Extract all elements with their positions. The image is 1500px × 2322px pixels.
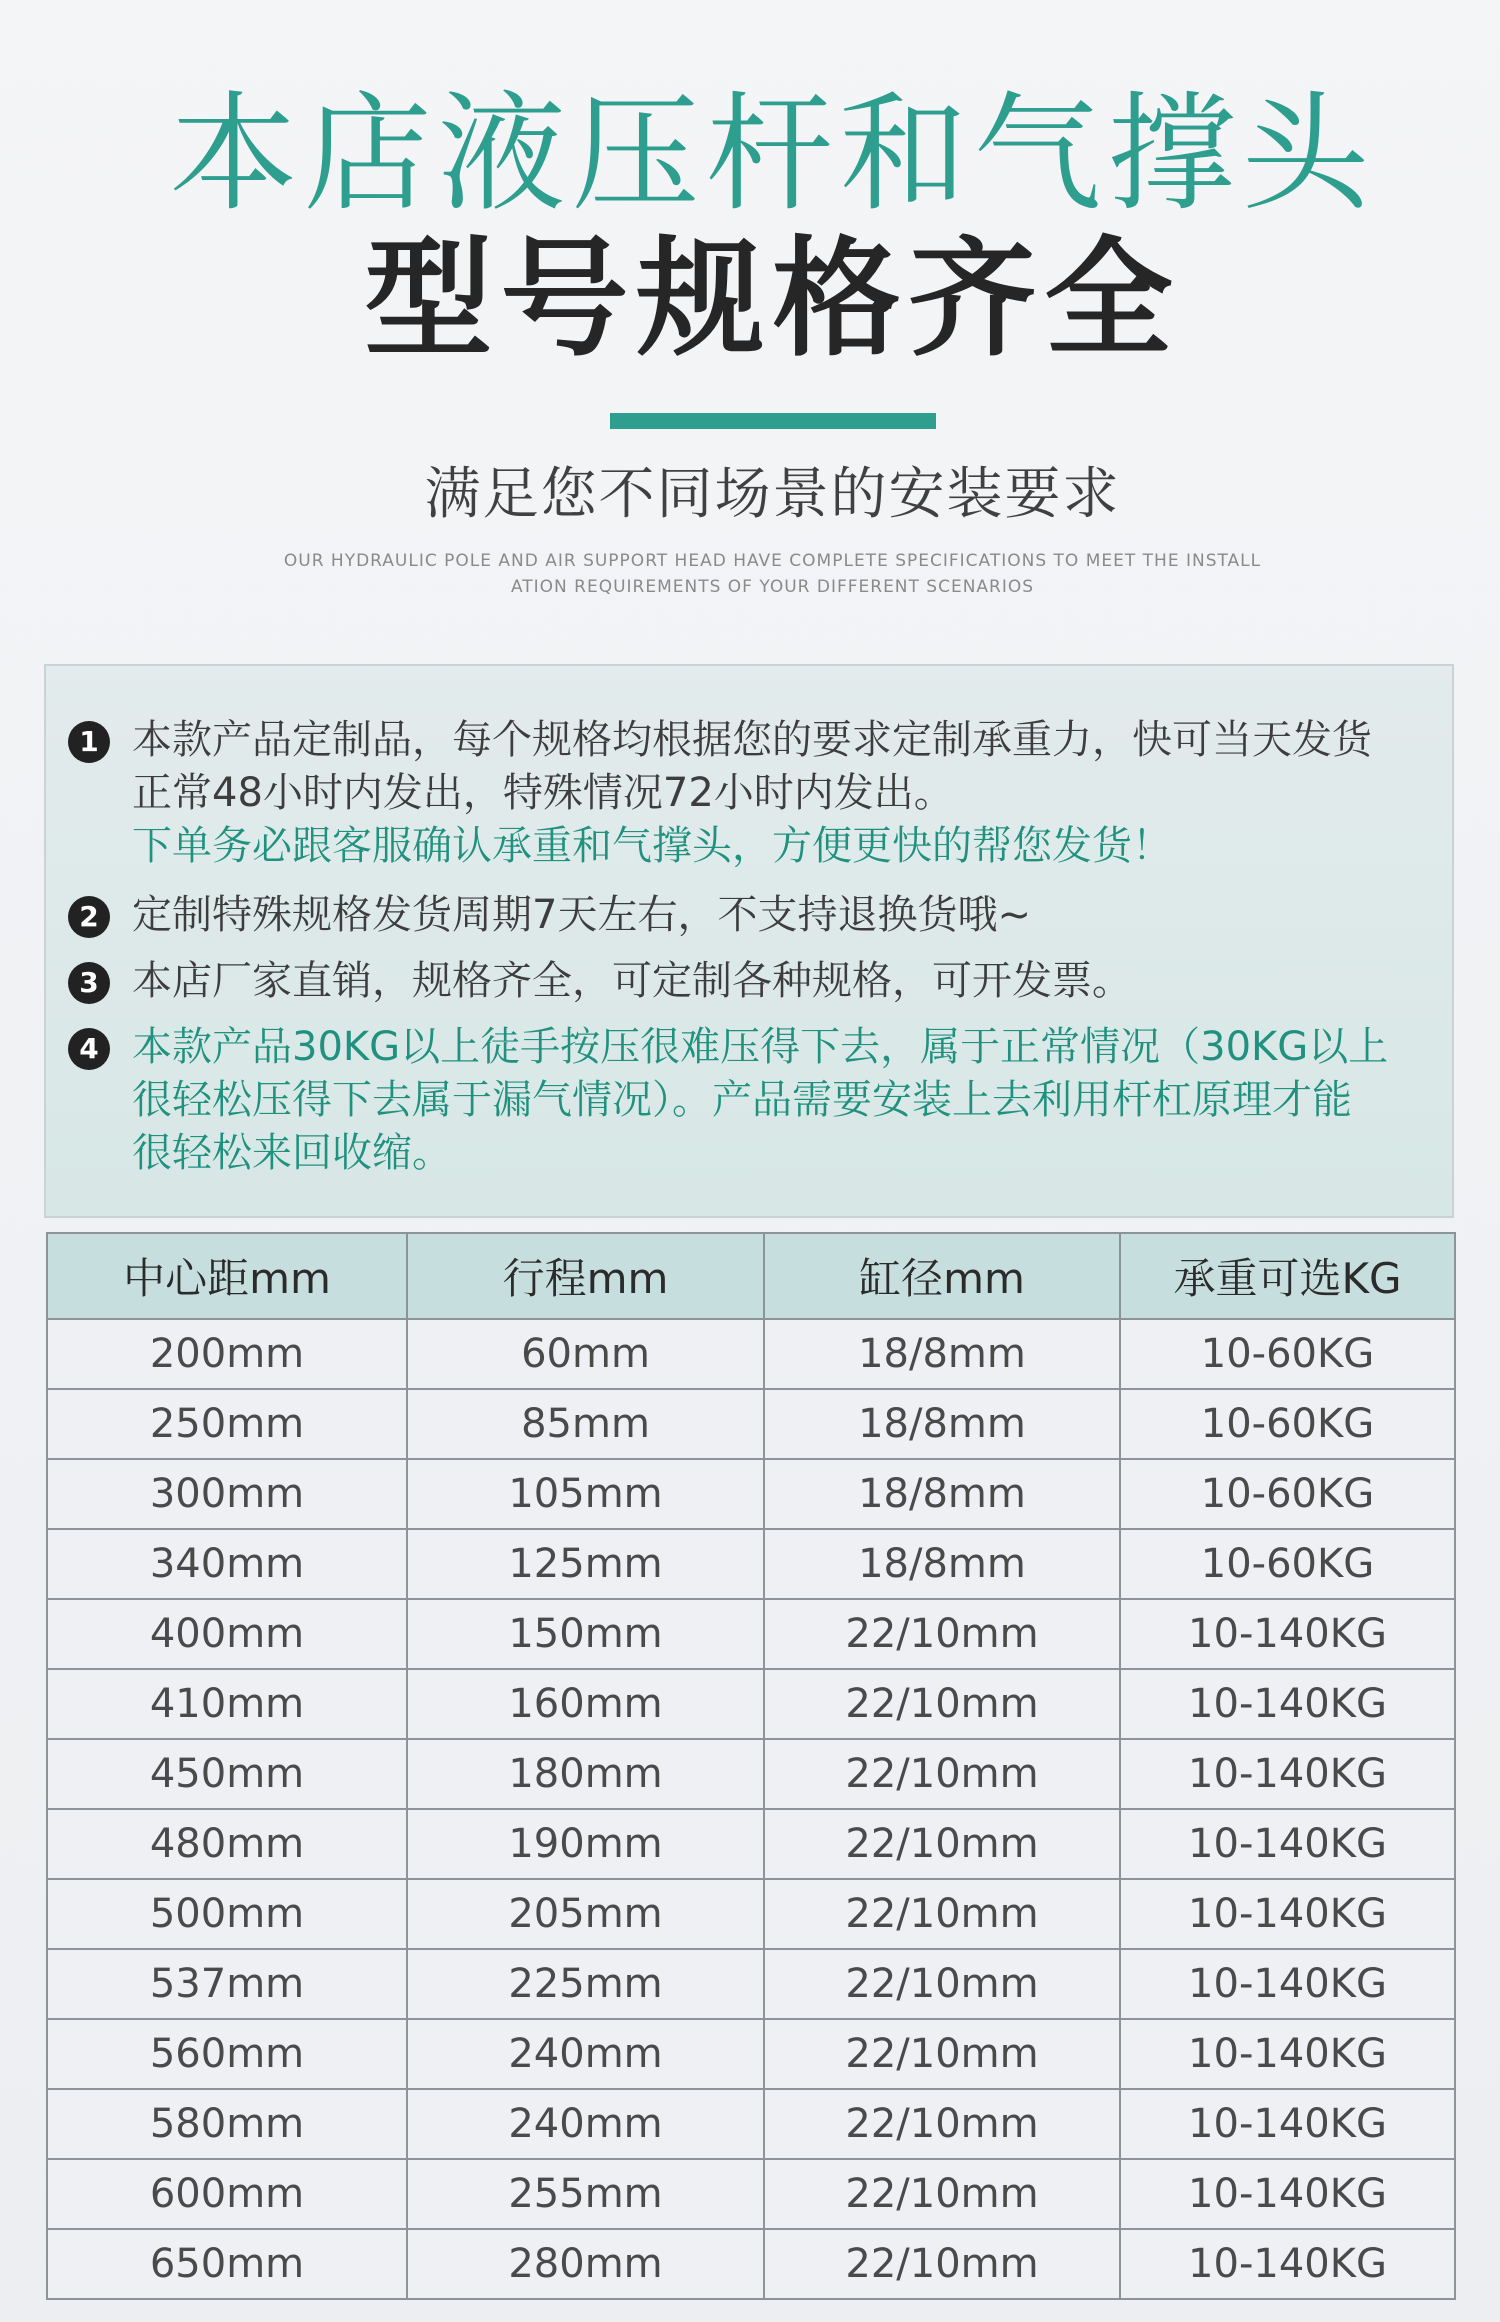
cell-center-distance: 340mm: [47, 1529, 407, 1599]
column-header-bore: 缸径mm: [764, 1233, 1120, 1319]
cell-bore: 18/8mm: [764, 1319, 1120, 1389]
cell-load: 10-140KG: [1120, 1879, 1455, 1949]
cell-bore: 18/8mm: [764, 1529, 1120, 1599]
cell-load: 10-140KG: [1120, 2159, 1455, 2229]
notice-line-highlight: 很轻松压得下去属于漏气情况）。产品需要安装上去利用杆杠原理才能: [132, 1077, 1352, 1123]
cell-load: 10-140KG: [1120, 1599, 1455, 1669]
cell-load: 10-60KG: [1120, 1389, 1455, 1459]
notice-line-highlight: 本款产品30KG以上徒手按压很难压得下去，属于正常情况（30KG以上: [132, 1024, 1389, 1070]
notice-line: 本款产品定制品，每个规格均根据您的要求定制承重力，快可当天发货: [132, 717, 1372, 763]
cell-bore: 22/10mm: [764, 2229, 1120, 2299]
cell-bore: 22/10mm: [764, 1949, 1120, 2019]
cell-center-distance: 250mm: [47, 1389, 407, 1459]
cell-stroke: 190mm: [407, 1809, 764, 1879]
cell-load: 10-140KG: [1120, 2019, 1455, 2089]
table-row: [47, 1389, 1455, 1459]
cell-bore: 22/10mm: [764, 1599, 1120, 1669]
table-row: [47, 2159, 1455, 2229]
cell-stroke: 105mm: [407, 1459, 764, 1529]
cell-bore: 22/10mm: [764, 2089, 1120, 2159]
cell-bore: 22/10mm: [764, 1739, 1120, 1809]
cell-bore: 22/10mm: [764, 2159, 1120, 2229]
cell-center-distance: 200mm: [47, 1319, 407, 1389]
cell-stroke: 85mm: [407, 1389, 764, 1459]
cell-stroke: 205mm: [407, 1879, 764, 1949]
english-line-2: ATION REQUIREMENTS OF YOUR DIFFERENT SCENARIOS: [510, 577, 1035, 597]
cell-center-distance: 480mm: [47, 1809, 407, 1879]
cell-load: 10-140KG: [1120, 1739, 1455, 1809]
cell-load: 10-140KG: [1120, 1809, 1455, 1879]
number-1-icon: 1: [68, 721, 110, 763]
cell-bore: 22/10mm: [764, 1669, 1120, 1739]
cell-bore: 18/8mm: [764, 1389, 1120, 1459]
notice-line: 正常48小时内发出，特殊情况72小时内发出。: [132, 770, 954, 816]
table-row: [47, 2089, 1455, 2159]
table-row: [47, 1739, 1455, 1809]
cell-bore: 18/8mm: [764, 1459, 1120, 1529]
cell-stroke: 240mm: [407, 2089, 764, 2159]
notice-line-highlight: 很轻松来回收缩。: [132, 1130, 452, 1176]
table-row: [47, 1809, 1455, 1879]
cell-load: 10-140KG: [1120, 2229, 1455, 2299]
table-row: [47, 1949, 1455, 2019]
cell-bore: 22/10mm: [764, 2019, 1120, 2089]
cell-center-distance: 410mm: [47, 1669, 407, 1739]
cell-stroke: 60mm: [407, 1319, 764, 1389]
table-row: [47, 1879, 1455, 1949]
english-description: [250, 548, 1295, 600]
cell-stroke: 225mm: [407, 1949, 764, 2019]
notice-line: 本店厂家直销，规格齐全，可定制各种规格，可开发票。: [132, 958, 1132, 1004]
page-title-bold: 型号规格齐全: [364, 225, 1181, 374]
column-header-stroke: 行程mm: [407, 1233, 764, 1319]
title-divider: [610, 413, 936, 429]
cell-center-distance: 450mm: [47, 1739, 407, 1809]
cell-stroke: 255mm: [407, 2159, 764, 2229]
notice-line-highlight: 下单务必跟客服确认承重和气撑头，方便更快的帮您发货！: [132, 823, 1172, 869]
spec-table: [46, 1232, 1456, 2300]
cell-load: 10-60KG: [1120, 1319, 1455, 1389]
column-header-center-distance: 中心距mm: [47, 1233, 407, 1319]
cell-bore: 22/10mm: [764, 1809, 1120, 1879]
cell-load: 10-140KG: [1120, 1669, 1455, 1739]
table-header-row: [47, 1233, 1455, 1319]
cell-center-distance: 650mm: [47, 2229, 407, 2299]
cell-stroke: 280mm: [407, 2229, 764, 2299]
number-2-icon: 2: [68, 896, 110, 938]
cell-stroke: 160mm: [407, 1669, 764, 1739]
cell-center-distance: 400mm: [47, 1599, 407, 1669]
cell-load: 10-60KG: [1120, 1529, 1455, 1599]
table-row: [47, 1599, 1455, 1669]
table-body: [47, 1319, 1455, 2299]
english-line-1: OUR HYDRAULIC POLE AND AIR SUPPORT HEAD HAVE COMPLETE SPECIFICATIONS TO MEET THE INSTALL: [283, 551, 1262, 571]
cell-stroke: 150mm: [407, 1599, 764, 1669]
cell-load: 10-140KG: [1120, 2089, 1455, 2159]
cell-stroke: 125mm: [407, 1529, 764, 1599]
cell-center-distance: 600mm: [47, 2159, 407, 2229]
page-subtitle: 满足您不同场景的安装要求: [424, 462, 1121, 527]
cell-center-distance: 300mm: [47, 1459, 407, 1529]
table-row: [47, 2019, 1455, 2089]
cell-stroke: 180mm: [407, 1739, 764, 1809]
cell-center-distance: 560mm: [47, 2019, 407, 2089]
cell-load: 10-60KG: [1120, 1459, 1455, 1529]
number-3-icon: 3: [68, 962, 110, 1004]
cell-bore: 22/10mm: [764, 1879, 1120, 1949]
number-4-icon: 4: [68, 1028, 110, 1070]
notice-box: [44, 664, 1454, 1218]
table-row: [47, 1459, 1455, 1529]
table-row: [47, 2229, 1455, 2299]
table-row: [47, 1529, 1455, 1599]
page-title: 本店液压杆和气撑头: [169, 80, 1376, 229]
cell-load: 10-140KG: [1120, 1949, 1455, 2019]
cell-center-distance: 500mm: [47, 1879, 407, 1949]
table-row: [47, 1669, 1455, 1739]
column-header-load: 承重可选KG: [1120, 1233, 1455, 1319]
cell-stroke: 240mm: [407, 2019, 764, 2089]
cell-center-distance: 580mm: [47, 2089, 407, 2159]
cell-center-distance: 537mm: [47, 1949, 407, 2019]
notice-line: 定制特殊规格发货周期7天左右，不支持退换货哦~: [132, 892, 1031, 938]
table-row: [47, 1319, 1455, 1389]
